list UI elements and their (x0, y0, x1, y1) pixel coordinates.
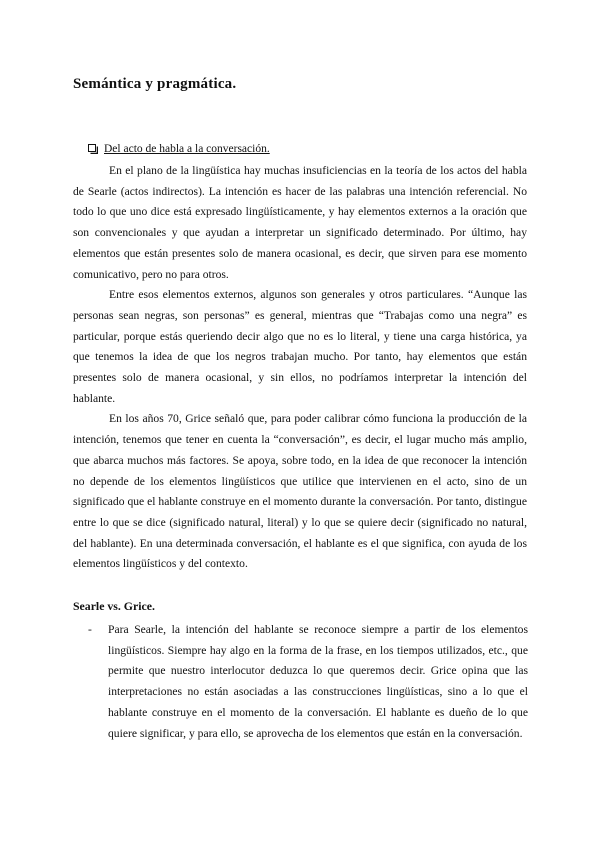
section-heading-label: Del acto de habla a la conversación. (104, 143, 270, 155)
subsection-heading: Searle vs. Grice. (73, 599, 155, 613)
list-item (88, 620, 528, 744)
checkbox-icon (88, 144, 98, 154)
document-title: Semántica y pragmática. (73, 76, 237, 92)
list-bullet: - (88, 623, 92, 636)
section-heading (88, 143, 270, 155)
body-text (73, 161, 527, 575)
list-item-text: Para Searle, la intención del hablante se reconoce siempre a partir de los elementos lingüísticos. Siempre hay algo en la forma de la frase, en los tiempos utilizados, etc., que permite que nuestro interlocutor deduzca lo que queremos decir. Grice opina que las interpretaciones no están asociadas a las construcciones lingüísticas, sino a lo que el hablante construye en el momento de la conversación. El hablante es dueño de lo que quiere significar, y para ello, se aprovecha de los elementos que están en la conversación. (108, 623, 528, 740)
paragraph: En el plano de la lingüística hay muchas insuficiencias en la teoría de los actos del habla de Searle (actos indirectos). La intención es hacer de las palabras una intención referencial. No todo lo que uno dice está expresado lingüísticamente, y hay elementos externos a la oración que son convencionales y que ayudan a interpretar un significado determinado. Por último, hay elementos que están presentes solo de manera ocasional, es decir, que sirven para ese momento comunicativo, pero no para otros. (73, 164, 527, 281)
paragraph: En los años 70, Grice señaló que, para poder calibrar cómo funciona la producción de la intención, tenemos que tener en cuenta la “conversación”, es decir, el lugar mucho más amplio, que abarca muchos más factores. Se apoya, sobre todo, en la idea de que reconocer la intención no depende de los elementos lingüísticos que utilice que intervienen en el acto, sino de un significado que el hablante construye en el momento durante la conversación. Por tanto, distingue entre lo que se dice (significado natural, literal) y lo que se quiere decir (significado no natural, del hablante). En una determinada conversación, el hablante es el que significa, con ayuda de los elementos lingüísticos y del contexto. (73, 412, 527, 571)
dash-list (88, 620, 528, 744)
paragraph: Entre esos elementos externos, algunos son generales y otros particulares. “Aunque las personas sean negras, son personas” es general, mientras que “Trabajas como una negra” es particular, porque estás queriendo decir algo que no es lo literal, y tiene una carga histórica, ya que tenemos la idea de que los negros trabajan mucho. Por tanto, hay elementos que están presentes solo de manera ocasional, y sin ellos, no podríamos interpretar la intención del hablante. (73, 288, 527, 405)
